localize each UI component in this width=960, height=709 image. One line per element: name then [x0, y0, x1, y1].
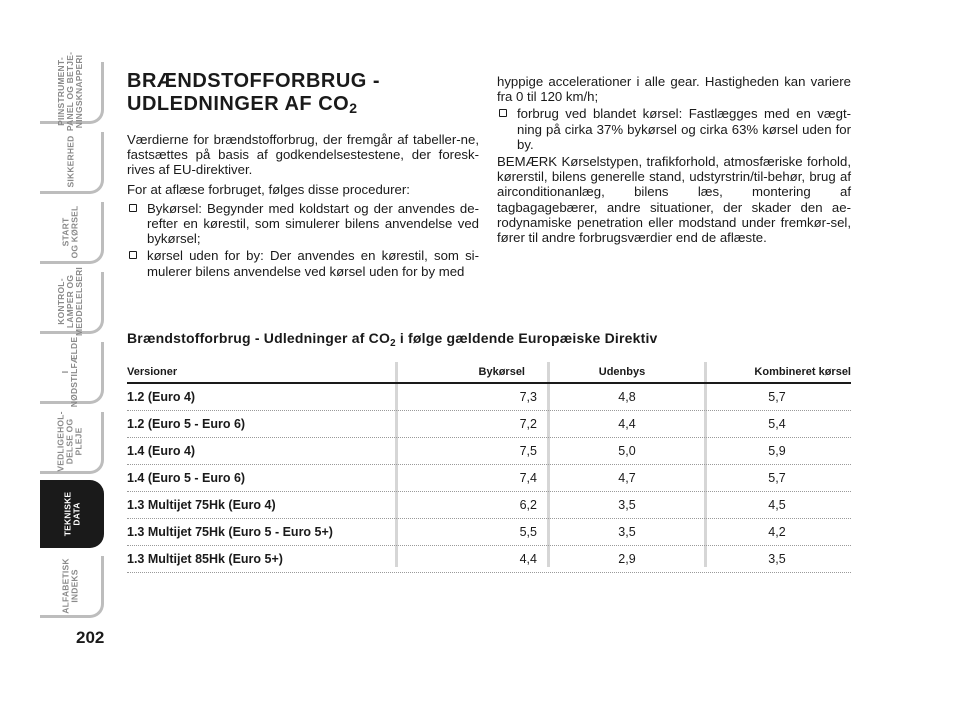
extra-urban-cell: 5,0 [618, 444, 636, 458]
table-row [127, 546, 851, 573]
tab-safety[interactable] [40, 132, 104, 194]
table-row [127, 438, 851, 465]
bullet-text: kørsel uden for by: Der anvendes en kørestil, som si-mulerer bilens anvendelse ved kørsel uden for by med [147, 248, 479, 279]
checkbox-bullet-icon [499, 109, 507, 117]
tab-index[interactable] [40, 556, 104, 618]
bullet-text: Bykørsel: Begynder med koldstart og der anvendes de-refter en kørestil, som simulerer bilens anvendelse ved bykørsel; [147, 200, 479, 247]
bullet-text: forbrug ved blandet kørsel: Fastlægges med en vægt-ning på cirka 37% bykørsel og cirka 63% kørsel uden for by. [517, 106, 851, 152]
tab-label: START OG KØRSEL [60, 205, 80, 258]
version-cell: 1.3 Multijet 75Hk (Euro 4) [127, 498, 276, 512]
title-line-2: UDLEDNINGER AF CO [127, 93, 350, 115]
intro-paragraph: Værdierne for brændstofforbrug, der fremgår af tabeller-ne, fastsættes på basis af godkendelsestestene, der foresk-rives af EU-direktiver. [127, 132, 479, 178]
table-title [127, 330, 658, 349]
tab-emergency[interactable] [40, 336, 104, 407]
extra-urban-cell: 4,7 [618, 471, 636, 485]
tab-label: SIKKERHED [65, 135, 75, 188]
header-cell: Kombineret kørsel [754, 366, 851, 378]
bullet-item [497, 106, 851, 152]
table-row [127, 492, 851, 519]
city-cell: 5,5 [519, 525, 537, 539]
city-cell: 6,2 [519, 498, 537, 512]
tab-label: I NØDSTILFÆLDE [60, 336, 80, 407]
city-cell: 7,2 [519, 417, 537, 431]
bullet-item [127, 248, 479, 278]
extra-urban-cell: 4,4 [618, 417, 636, 431]
page-number: 202 [76, 628, 105, 647]
version-cell: 1.2 (Euro 5 - Euro 6) [127, 417, 246, 431]
tab-label: PIINSTRUMENT- PANEL OG BETJE- NINGSKNAPPERI [56, 51, 85, 132]
table-row [127, 519, 851, 546]
combined-cell: 4,2 [768, 525, 786, 539]
bullet-item [127, 201, 479, 247]
procedure-paragraph: For at aflæse forbruget, følges disse procedurer: [127, 181, 410, 197]
tab-instrument-panel[interactable] [40, 51, 104, 132]
table-title-subscript: 2 [390, 338, 396, 349]
table-row [127, 384, 851, 411]
tab-start-driving[interactable] [40, 202, 104, 264]
continuation-paragraph: hyppige accelerationer i alle gear. Hastigheden kan variere fra 0 til 120 km/h; [497, 74, 851, 105]
tab-label: KONTROL- LAMPER OG MEDDELELSERI [56, 267, 84, 336]
tab-maintenance[interactable] [40, 412, 104, 474]
version-cell: 1.3 Multijet 85Hk (Euro 5+) [127, 552, 283, 566]
checkbox-bullet-icon [129, 204, 137, 212]
consumption-table [127, 362, 851, 573]
combined-cell: 4,5 [768, 498, 786, 512]
note-paragraph: BEMÆRK Kørselstypen, trafikforhold, atmosfæriske forhold, kørerstil, bilens generelle stand, udstyrstrin/til-behør, brug af airconditionanlæg, bilens læs, montering af tagbagagebærer, andre situationer, der skader den ae-rodynamiske penetration eller modstand under fremkør-sel, fører til andre forbrugsværdier end de aflæste. [497, 154, 851, 246]
city-cell: 4,4 [519, 552, 537, 566]
combined-cell: 3,5 [768, 552, 786, 566]
table-row [127, 411, 851, 438]
table-header-row [127, 362, 851, 384]
combined-cell: 5,9 [768, 444, 786, 458]
city-cell: 7,3 [519, 390, 537, 404]
tab-label: VEDLIGEHOL- DELSE OG PLEJE [55, 411, 84, 472]
left-text-column [127, 70, 479, 281]
table-title-text: Brændstofforbrug - Udledninger af CO [127, 330, 391, 346]
version-cell: 1.4 (Euro 4) [127, 444, 196, 458]
city-cell: 7,5 [519, 444, 537, 458]
right-text-column [497, 74, 851, 249]
version-cell: 1.4 (Euro 5 - Euro 6) [127, 471, 246, 485]
tab-label: ALFABETISK INDEKS [60, 557, 80, 614]
table-title-suffix: i følge gældende Europæiske Direktiv [395, 330, 658, 346]
city-cell: 7,4 [519, 471, 537, 485]
page-title [127, 70, 479, 120]
extra-urban-cell: 3,5 [618, 498, 636, 512]
tab-technical-data[interactable] [40, 480, 104, 548]
combined-cell: 5,7 [768, 471, 786, 485]
combined-cell: 5,7 [768, 390, 786, 404]
title-subscript: 2 [349, 100, 358, 116]
header-cell: Bykørsel [478, 366, 525, 378]
checkbox-bullet-icon [129, 251, 137, 259]
header-cell: Versioner [127, 366, 178, 378]
extra-urban-cell: 2,9 [618, 552, 636, 566]
header-cell: Udenbys [598, 366, 646, 378]
combined-cell: 5,4 [768, 417, 786, 431]
extra-urban-cell: 4,8 [618, 390, 636, 404]
title-line-1: BRÆNDSTOFFORBRUG - [127, 70, 381, 92]
version-cell: 1.2 (Euro 4) [127, 390, 196, 404]
table-row [127, 465, 851, 492]
tab-label: TEKNISKE DATA [61, 491, 81, 537]
extra-urban-cell: 3,5 [618, 525, 636, 539]
version-cell: 1.3 Multijet 75Hk (Euro 5 - Euro 5+) [127, 525, 333, 539]
tab-warning-lights[interactable] [40, 267, 104, 336]
